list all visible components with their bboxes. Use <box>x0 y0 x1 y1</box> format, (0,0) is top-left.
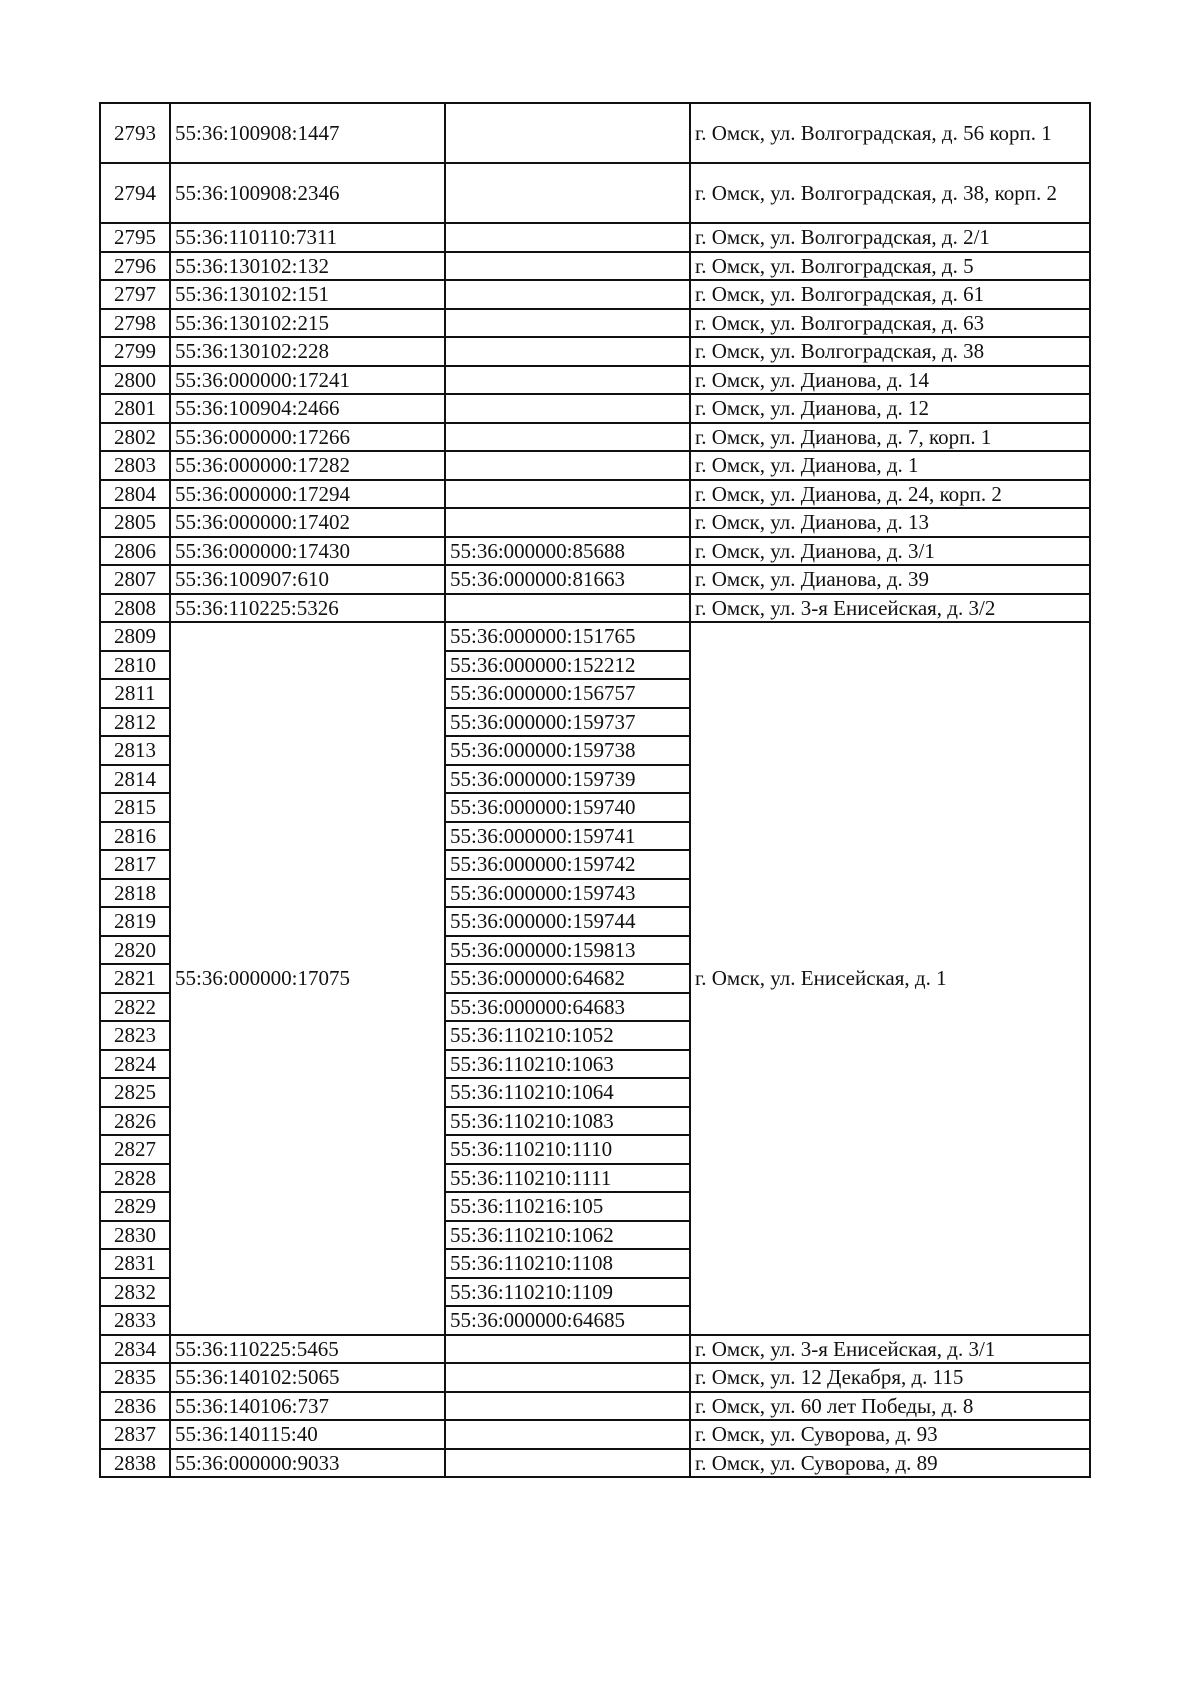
row-number: 2798 <box>100 309 170 338</box>
related-cadastral-number: 55:36:000000:159737 <box>445 708 690 737</box>
table-row <box>100 337 1090 366</box>
address: г. Омск, ул. Дианова, д. 1 <box>690 451 1090 480</box>
table-row <box>100 508 1090 537</box>
address: г. Омск, ул. Волгоградская, д. 5 <box>690 252 1090 281</box>
related-cadastral-number <box>445 309 690 338</box>
row-number: 2811 <box>100 679 170 708</box>
cadastral-number: 55:36:100908:2346 <box>170 163 445 223</box>
row-number: 2819 <box>100 907 170 936</box>
cadastral-number: 55:36:110225:5326 <box>170 594 445 623</box>
related-cadastral-number: 55:36:000000:64682 <box>445 964 690 993</box>
row-number: 2818 <box>100 879 170 908</box>
address: г. Омск, ул. Суворова, д. 89 <box>690 1449 1090 1478</box>
address: г. Омск, ул. Волгоградская, д. 38, корп. 2 <box>690 163 1090 223</box>
table-row <box>100 366 1090 395</box>
cadastral-number: 55:36:000000:17075 <box>170 622 445 1335</box>
address: г. Омск, ул. 3-я Енисейская, д. 3/2 <box>690 594 1090 623</box>
address: г. Омск, ул. Дианова, д. 7, корп. 1 <box>690 423 1090 452</box>
related-cadastral-number: 55:36:000000:156757 <box>445 679 690 708</box>
address: г. Омск, ул. Дианова, д. 13 <box>690 508 1090 537</box>
table-row <box>100 280 1090 309</box>
related-cadastral-number <box>445 163 690 223</box>
row-number: 2828 <box>100 1164 170 1193</box>
related-cadastral-number: 55:36:110210:1083 <box>445 1107 690 1136</box>
row-number: 2812 <box>100 708 170 737</box>
cadastral-number: 55:36:000000:17266 <box>170 423 445 452</box>
related-cadastral-number <box>445 594 690 623</box>
related-cadastral-number: 55:36:000000:64685 <box>445 1306 690 1335</box>
row-number: 2795 <box>100 223 170 252</box>
related-cadastral-number <box>445 280 690 309</box>
row-number: 2835 <box>100 1363 170 1392</box>
row-number: 2815 <box>100 793 170 822</box>
row-number: 2826 <box>100 1107 170 1136</box>
address: г. Омск, ул. Енисейская, д. 1 <box>690 622 1090 1335</box>
cadastral-number: 55:36:100904:2466 <box>170 394 445 423</box>
related-cadastral-number <box>445 1392 690 1421</box>
row-number: 2823 <box>100 1021 170 1050</box>
row-number: 2829 <box>100 1192 170 1221</box>
related-cadastral-number: 55:36:110210:1052 <box>445 1021 690 1050</box>
row-number: 2833 <box>100 1306 170 1335</box>
cadastral-number: 55:36:140106:737 <box>170 1392 445 1421</box>
cadastral-number: 55:36:000000:9033 <box>170 1449 445 1478</box>
related-cadastral-number <box>445 1335 690 1364</box>
row-number: 2821 <box>100 964 170 993</box>
cadastral-number: 55:36:130102:132 <box>170 252 445 281</box>
table-row <box>100 480 1090 509</box>
cadastral-number: 55:36:000000:17430 <box>170 537 445 566</box>
row-number: 2813 <box>100 736 170 765</box>
registry-table-body <box>100 103 1090 1477</box>
cadastral-number: 55:36:140115:40 <box>170 1420 445 1449</box>
related-cadastral-number: 55:36:000000:85688 <box>445 537 690 566</box>
row-number: 2804 <box>100 480 170 509</box>
row-number: 2830 <box>100 1221 170 1250</box>
cadastral-number: 55:36:110225:5465 <box>170 1335 445 1364</box>
row-number: 2831 <box>100 1249 170 1278</box>
row-number: 2806 <box>100 537 170 566</box>
address: г. Омск, ул. Дианова, д. 3/1 <box>690 537 1090 566</box>
related-cadastral-number: 55:36:110210:1064 <box>445 1078 690 1107</box>
related-cadastral-number: 55:36:000000:159740 <box>445 793 690 822</box>
address: г. Омск, ул. Волгоградская, д. 56 корп. 1 <box>690 103 1090 163</box>
table-row <box>100 565 1090 594</box>
table-row <box>100 1335 1090 1364</box>
related-cadastral-number <box>445 480 690 509</box>
related-cadastral-number <box>445 366 690 395</box>
address: г. Омск, ул. Дианова, д. 14 <box>690 366 1090 395</box>
table-row <box>100 103 1090 163</box>
row-number: 2801 <box>100 394 170 423</box>
related-cadastral-number <box>445 1420 690 1449</box>
table-row <box>100 1392 1090 1421</box>
row-number: 2837 <box>100 1420 170 1449</box>
row-number: 2824 <box>100 1050 170 1079</box>
table-row <box>100 394 1090 423</box>
cadastral-number: 55:36:130102:215 <box>170 309 445 338</box>
address: г. Омск, ул. Дианова, д. 12 <box>690 394 1090 423</box>
table-row <box>100 1449 1090 1478</box>
row-number: 2807 <box>100 565 170 594</box>
related-cadastral-number: 55:36:000000:159813 <box>445 936 690 965</box>
row-number: 2825 <box>100 1078 170 1107</box>
related-cadastral-number: 55:36:000000:159741 <box>445 822 690 851</box>
row-number: 2816 <box>100 822 170 851</box>
related-cadastral-number <box>445 223 690 252</box>
cadastral-number: 55:36:000000:17402 <box>170 508 445 537</box>
cadastral-number: 55:36:100908:1447 <box>170 103 445 163</box>
related-cadastral-number: 55:36:000000:159742 <box>445 850 690 879</box>
row-number: 2799 <box>100 337 170 366</box>
row-number: 2808 <box>100 594 170 623</box>
registry-table <box>99 102 1091 1478</box>
row-number: 2810 <box>100 651 170 680</box>
related-cadastral-number <box>445 1449 690 1478</box>
row-number: 2796 <box>100 252 170 281</box>
row-number: 2827 <box>100 1135 170 1164</box>
related-cadastral-number <box>445 252 690 281</box>
cadastral-number: 55:36:130102:151 <box>170 280 445 309</box>
related-cadastral-number: 55:36:110210:1062 <box>445 1221 690 1250</box>
related-cadastral-number: 55:36:000000:81663 <box>445 565 690 594</box>
row-number: 2836 <box>100 1392 170 1421</box>
related-cadastral-number: 55:36:110210:1108 <box>445 1249 690 1278</box>
address: г. Омск, ул. Волгоградская, д. 38 <box>690 337 1090 366</box>
table-row <box>100 537 1090 566</box>
related-cadastral-number: 55:36:000000:152212 <box>445 651 690 680</box>
related-cadastral-number: 55:36:110210:1109 <box>445 1278 690 1307</box>
address: г. Омск, ул. Волгоградская, д. 2/1 <box>690 223 1090 252</box>
address: г. Омск, ул. 60 лет Победы, д. 8 <box>690 1392 1090 1421</box>
row-number: 2803 <box>100 451 170 480</box>
related-cadastral-number: 55:36:000000:151765 <box>445 622 690 651</box>
cadastral-number: 55:36:100907:610 <box>170 565 445 594</box>
related-cadastral-number <box>445 394 690 423</box>
table-row <box>100 1420 1090 1449</box>
cadastral-number: 55:36:000000:17241 <box>170 366 445 395</box>
table-row <box>100 451 1090 480</box>
row-number: 2800 <box>100 366 170 395</box>
related-cadastral-number <box>445 337 690 366</box>
row-number: 2838 <box>100 1449 170 1478</box>
related-cadastral-number: 55:36:110210:1111 <box>445 1164 690 1193</box>
related-cadastral-number: 55:36:000000:159743 <box>445 879 690 908</box>
address: г. Омск, ул. Дианова, д. 39 <box>690 565 1090 594</box>
row-number: 2832 <box>100 1278 170 1307</box>
row-number: 2793 <box>100 103 170 163</box>
row-number: 2794 <box>100 163 170 223</box>
address: г. Омск, ул. Дианова, д. 24, корп. 2 <box>690 480 1090 509</box>
related-cadastral-number: 55:36:000000:159738 <box>445 736 690 765</box>
related-cadastral-number: 55:36:000000:159744 <box>445 907 690 936</box>
related-cadastral-number: 55:36:000000:159739 <box>445 765 690 794</box>
cadastral-number: 55:36:130102:228 <box>170 337 445 366</box>
address: г. Омск, ул. 3-я Енисейская, д. 3/1 <box>690 1335 1090 1364</box>
related-cadastral-number <box>445 423 690 452</box>
row-number: 2797 <box>100 280 170 309</box>
related-cadastral-number: 55:36:110216:105 <box>445 1192 690 1221</box>
address: г. Омск, ул. Волгоградская, д. 63 <box>690 309 1090 338</box>
related-cadastral-number: 55:36:110210:1063 <box>445 1050 690 1079</box>
cadastral-number: 55:36:140102:5065 <box>170 1363 445 1392</box>
table-row <box>100 622 1090 651</box>
table-row <box>100 252 1090 281</box>
table-row <box>100 223 1090 252</box>
row-number: 2817 <box>100 850 170 879</box>
related-cadastral-number <box>445 1363 690 1392</box>
address: г. Омск, ул. 12 Декабря, д. 115 <box>690 1363 1090 1392</box>
related-cadastral-number <box>445 508 690 537</box>
table-row <box>100 423 1090 452</box>
row-number: 2820 <box>100 936 170 965</box>
cadastral-number: 55:36:110110:7311 <box>170 223 445 252</box>
row-number: 2805 <box>100 508 170 537</box>
row-number: 2834 <box>100 1335 170 1364</box>
address: г. Омск, ул. Волгоградская, д. 61 <box>690 280 1090 309</box>
address: г. Омск, ул. Суворова, д. 93 <box>690 1420 1090 1449</box>
related-cadastral-number: 55:36:000000:64683 <box>445 993 690 1022</box>
table-row <box>100 1363 1090 1392</box>
table-row <box>100 163 1090 223</box>
cadastral-number: 55:36:000000:17294 <box>170 480 445 509</box>
row-number: 2814 <box>100 765 170 794</box>
cadastral-number: 55:36:000000:17282 <box>170 451 445 480</box>
row-number: 2822 <box>100 993 170 1022</box>
table-row <box>100 594 1090 623</box>
related-cadastral-number <box>445 451 690 480</box>
row-number: 2809 <box>100 622 170 651</box>
row-number: 2802 <box>100 423 170 452</box>
table-row <box>100 309 1090 338</box>
related-cadastral-number: 55:36:110210:1110 <box>445 1135 690 1164</box>
related-cadastral-number <box>445 103 690 163</box>
